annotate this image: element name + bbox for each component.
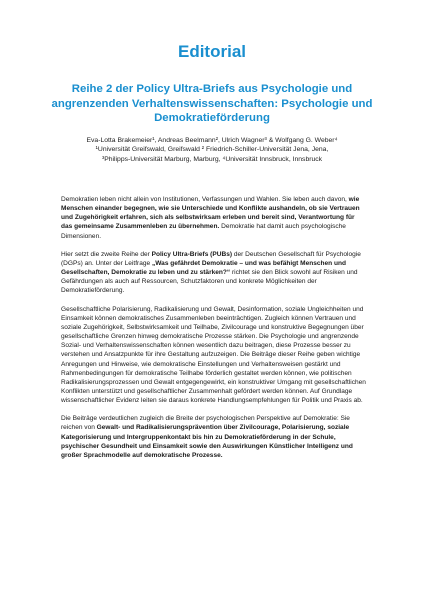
paragraph-2 — [61, 250, 367, 296]
text-run: der Deutschen Gesellschaft für Psychologie (DGPs) an. Unter der Leitfrage — [61, 250, 361, 267]
text-run: Demokratie hat damit auch psychologische Dimensionen. — [61, 223, 346, 240]
body-text — [61, 195, 367, 469]
author-block — [40, 136, 384, 164]
paragraph-4 — [61, 414, 367, 460]
paragraph-1 — [61, 195, 367, 241]
paragraph-3: Gesellschaftliche Polarisierung, Radikalisierung und Gewalt, Desinformation, soziale Ungleichheiten und Einsamkeit können demokratisches Zusammenleben beeinträchtigen. Zugleich können Vertrauen und soziale Zugehörigkeit, Selbstwirksamkeit und Teilhabe, Zivilcourage und konstruktive Begegnungen über gesellschaftliche Grenzen hinweg demokratische Prozesse stärken. Die Psychologie und angrenzende Sozial- und Verhaltenswissenschaften können wesentlich dazu beitragen, diese Prozesse besser zu verstehen und Ansatzpunkte für ihre Gestaltung aufzuzeigen. Die Beiträge dieser Reihe geben wichtige Anregungen und Hinweise, wie demokratische Einstellungen und Verhaltensweisen gestärkt und Rahmenbedingungen für demokratische Teilhabe förderlich gestaltet werden können, wie politischen Radikalisierungsprozessen und Gewalt entgegengewirkt, ein konstruktiver Umgang mit gesellschaftlichen Konflikten unterstützt und gesellschaftlicher Zusammenhalt gefördert werden können. Auf Grundlage wissenschaftlicher Evidenz leiten sie daraus konkrete Handlungsempfehlungen für Politik und Praxis ab. — [61, 305, 366, 405]
bold-text-run: „Was gefährdet Demokratie – und was befähigt Menschen und Gesellschaften, Demokratie zu leben und zu stärken?“ — [61, 259, 346, 277]
bold-text-run: Gewalt- und Radikalisierungsprävention über Zivilcourage, Polarisierung, soziale Kategorisierung und Intergruppenkontakt bis hin zu Demokratieförderung in der Schule, psychischer Gesundheit und Einsamkeit sowie den Auswirkungen Künstlicher Intelligenz und großer Sprachmodelle auf demokratische Prozesse. — [61, 424, 353, 459]
bold-text-run: Policy Ultra-Briefs (PUBs) — [151, 250, 233, 258]
author-list: Eva-Lotta Brakemeier¹, Andreas Beelmann², Ulrich Wagner³ & Wolfgang G. Weber⁴ — [86, 137, 338, 144]
affiliations-line-2: ³Philipps-Universität Marburg, Marburg, ⁴Universität Innsbruck, Innsbruck — [101, 155, 323, 163]
text-run: Hier setzt die zweite Reihe der — [61, 250, 152, 258]
affiliations-line-1: ¹Universität Greifswald, Greifswald ² Friedrich-Schiller-Universität Jena, Jena, — [95, 146, 329, 154]
text-run: Demokratien leben nicht allein von Institutionen, Verfassungen und Wahlen. Sie leben auch davon, — [61, 196, 349, 203]
text-run: richtet sie den Blick sowohl auf Risiken und Gefährdungen als auch auf Ressourcen, Schutzfaktoren und konkrete Möglichkeiten der Demokratieförderung. — [61, 269, 358, 295]
page-subtitle: Reihe 2 der Policy Ultra-Briefs aus Psychologie und angrenzenden Verhaltenswissenschaften: Psychologie und Demokratieförderung — [51, 83, 373, 124]
bold-text-run: wie Menschen einander begegnen, wie sie Unterschiede und Konflikte aushandeln, ob sie Vertrauen und Zugehörigkeit erfahren, sich als selbstwirksam erleben und bereit sind, Verantwortung für das gemeinsame Zusammenleben zu übernehmen. — [61, 196, 360, 231]
page-title: Editorial — [177, 42, 246, 61]
text-run: Die Beiträge verdeutlichen zugleich die Breite der psychologischen Perspektive auf Demokratie: Sie reichen von — [61, 415, 350, 432]
